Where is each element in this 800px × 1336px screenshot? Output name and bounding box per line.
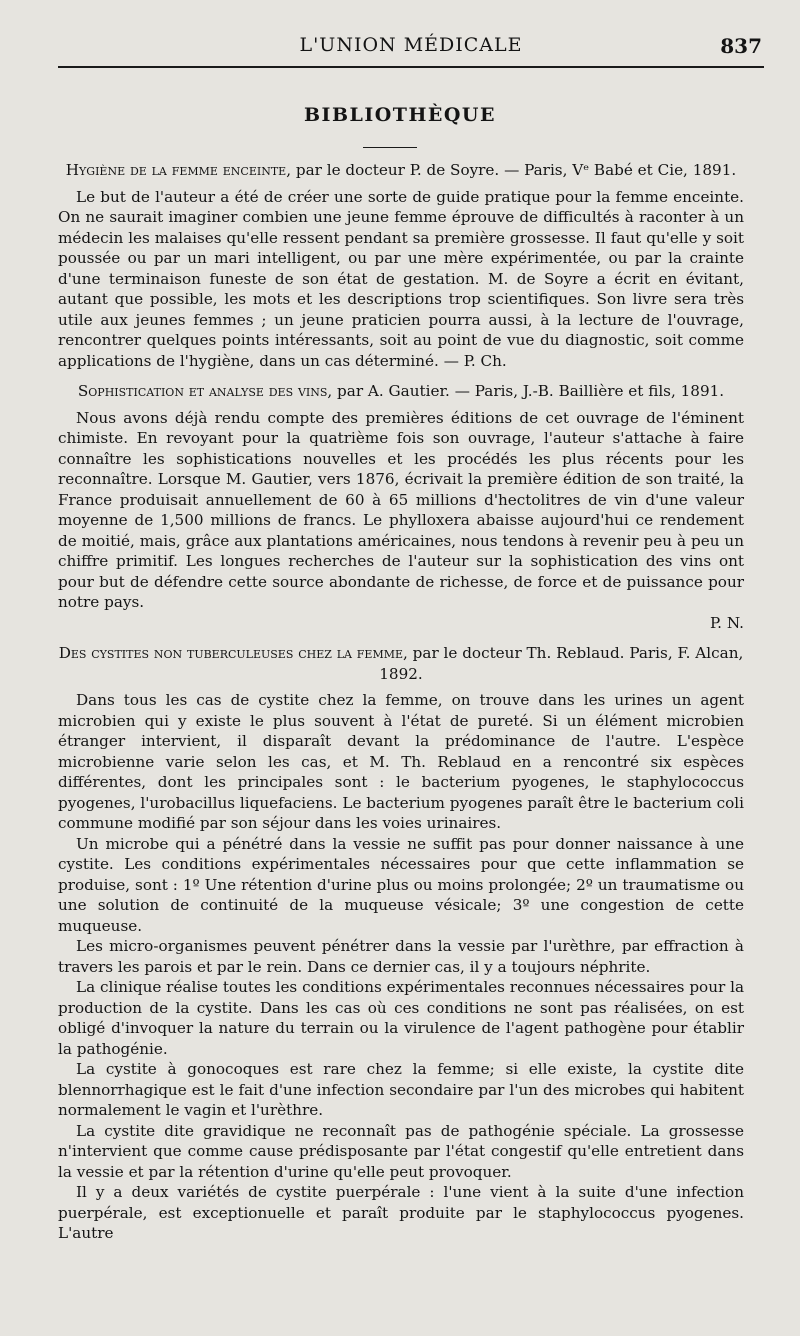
- book-title: Hygiène de la femme enceinte: [65, 161, 287, 179]
- page-number: 837: [720, 34, 762, 58]
- review-paragraph: La cystite à gonocoques est rare chez la femme; si elle existe, la cystite dite blennorrhagique est le fait d'une infection secondaire par l'un des microbes qui habitent normalement le vagin et l'urèthre.: [58, 1060, 744, 1119]
- review-entry: [58, 381, 744, 633]
- reviewer-signature: P. N.: [710, 613, 744, 632]
- citation-details: , par A. Gautier. — Paris, J.-B. Baillière et fils, 1891.: [327, 382, 725, 400]
- review-paragraph: Dans tous les cas de cystite chez la femme, on trouve dans les urines un agent microbien qui y existe le plus souvent à l'état de pureté. Si un élément microbien étranger intervient, il disparaît devant la prédominance de l'autre. L'espèce microbienne varie selon les cas, et M. Th. Reblaud en a rencontré six espèces différentes, dont les principales sont : le bacterium pyogenes, le staphylococcus pyogenes, l'urobacillus liquefaciens. Le bacterium pyogenes paraît être le bacterium coli commune modifié par son séjour dans les voies urinaires.: [58, 691, 744, 832]
- review-paragraph: Un microbe qui a pénétré dans la vessie ne suffit pas pour donner naissance à une cystite. Les conditions expérimentales nécessaires pour que cette inflammation se produise, sont : 1º Une rétention d'urine plus ou moins prolongée; 2º un traumatisme ou une solution de continuité de la muqueuse vésicale; 3º une congestion de cette muqueuse.: [58, 834, 744, 935]
- review-paragraph: La clinique réalise toutes les conditions expérimentales reconnues nécessaires pour la production de la cystite. Dans les cas où ces conditions ne sont pas réalisées, on est obligé d'invoquer la nature du terrain ou la virulence de l'agent pathogène pour établir la pathogénie.: [58, 978, 744, 1058]
- review-entry: [58, 160, 744, 371]
- citation-details: , par le docteur Th. Reblaud. Paris, F. Alcan, 1892.: [379, 644, 744, 683]
- book-citation: [58, 381, 744, 402]
- review-paragraph: La cystite dite gravidique ne reconnaît pas de pathogénie spéciale. La grossesse n'intervient que comme cause prédisposante par l'état congestif qu'elle entretient dans la vessie et par la rétention d'urine qu'elle peut provoquer.: [58, 1121, 744, 1181]
- review-paragraph: Les micro-organismes peuvent pénétrer dans la vessie par l'urèthre, par effraction à travers les parois et par le rein. Dans ce dernier cas, il y a toujours néphrite.: [58, 937, 744, 976]
- section-title: BIBLIOTHÈQUE: [304, 104, 496, 126]
- header-rule: [58, 66, 764, 68]
- book-citation: [58, 160, 744, 181]
- page-header: [58, 30, 764, 64]
- review-paragraph: Le but de l'auteur a été de créer une sorte de guide pratique pour la femme enceinte. On ne saurait imaginer combien une jeune femme éprouve de difficultés à raconter à un médecin les malaises qu'elle ressent pendant sa première grossesse. Il faut qu'elle y soit poussée ou par un mari intelligent, ou par une mère expérimentée, ou par la crainte d'une terminaison funeste de son état de gestation. M. de Soyre a écrit en évitant, autant que possible, les mots et les descriptions trop scientifiques. Son livre sera très utile aux jeunes femmes ; un jeune praticien pourra aussi, à la lecture de l'ouvrage, rencontrer quelques points intéressants, soit au point de vue du diagnostic, soit comme applications de l'hygiène, dans un cas déterminé. — P. Ch.: [58, 187, 744, 370]
- review-paragraph: Nous avons déjà rendu compte des premières éditions de cet ouvrage de l'éminent chimiste. En revoyant pour la quatrième fois son ouvrage, l'auteur s'attache à faire connaître les sophistications nouvelles et les procédés les plus récents pour les reconnaître. Lorsque M. Gautier, vers 1876, écrivait la première édition de son traité, la France produisait annuellement de 60 à 65 millions d'hectolitres de vin d'une valeur moyenne de 1,500 millions de francs. Le phylloxera abaisse aujourd'hui ce rendement de moitié, mais, grâce aux plantations américaines, nous tendons à revenir peu à peu un chiffre primitif. Les longues recherches de l'auteur sur la sophistication des vins ont pour but de défendre cette source abondante de richesse, de force et de puissance pour notre pays.: [58, 408, 744, 611]
- review-entry: [58, 643, 744, 1244]
- title-rule: [363, 147, 417, 148]
- review-paragraph: Il y a deux variétés de cystite puerpérale : l'une vient à la suite d'une infection puerpérale, est exceptionuelle et paraît produite par le staphylococcus pyogenes. L'autre: [58, 1183, 744, 1242]
- book-title: Des cystites non tuberculeuses chez la femme: [58, 644, 404, 662]
- book-title: Sophistication et analyse des vins: [77, 382, 328, 400]
- book-citation: [58, 643, 744, 684]
- running-title: L'UNION MÉDICALE: [299, 34, 523, 56]
- citation-details: , par le docteur P. de Soyre. — Paris, Vᵉ Babé et Cie, 1891.: [286, 161, 737, 179]
- review-body: [58, 160, 744, 1254]
